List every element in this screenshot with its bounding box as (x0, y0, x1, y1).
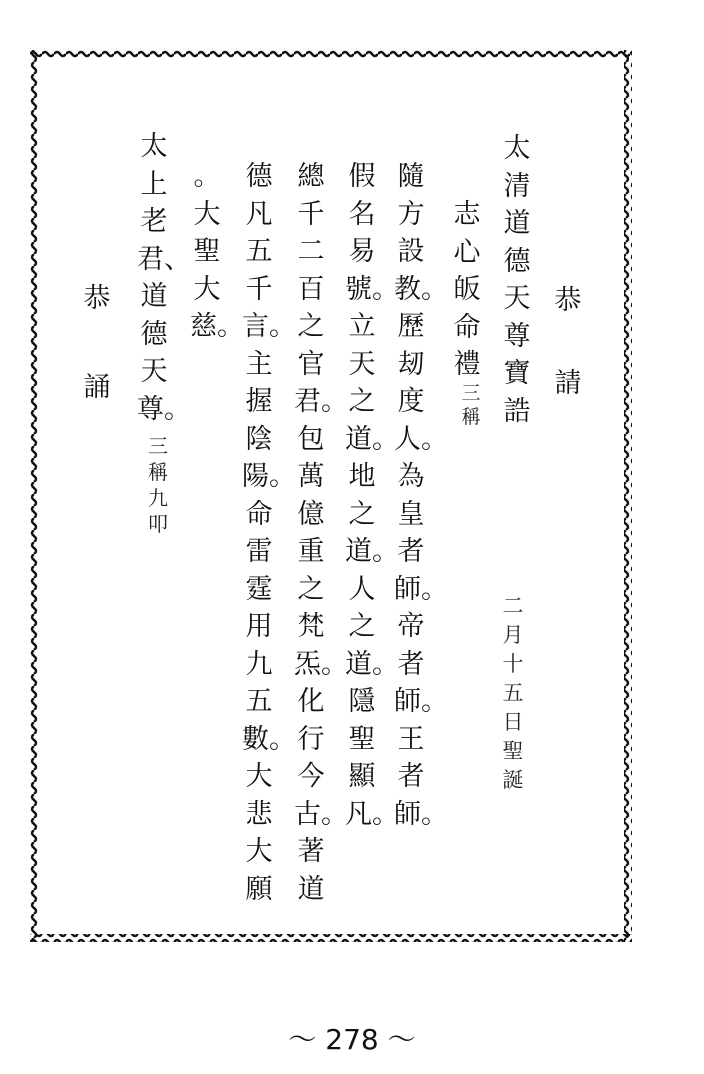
text-line-6: 太上老君、道德天尊。 (137, 131, 191, 425)
recite-kowtow-note: 三稱九叩 (148, 434, 168, 536)
page-number: ～ 278 ～ (288, 1023, 416, 1056)
invocation-zhixin: 志心皈命禮 (453, 199, 481, 380)
scripture-title: 太清道德天尊寶誥 (503, 133, 531, 427)
text-line-5: 。大聖大慈。 (190, 161, 244, 342)
text-line-1: 隨方設教。歷刼度人。為皇者師。帝者師。王者師。 (394, 161, 448, 830)
column-gong-2: 恭 (83, 283, 111, 314)
column-song: 誦 (83, 372, 111, 403)
column-qing: 請 (554, 368, 582, 399)
text-line-4: 德凡五千言。主握陰陽。命雷霆用九五數。大悲大願 (242, 161, 296, 905)
date-note: 二月十五日聖誕 (502, 594, 524, 792)
column-gong: 恭 (554, 285, 582, 316)
text-line-3: 總千二百之官君。包萬億重之梵炁。化行今古。著道 (294, 161, 348, 905)
text-line-2: 假名易號。立天之道。地之道。人之道。隱聖顯凡。 (345, 161, 399, 830)
recite-three-times-note: 三稱 (461, 382, 481, 428)
